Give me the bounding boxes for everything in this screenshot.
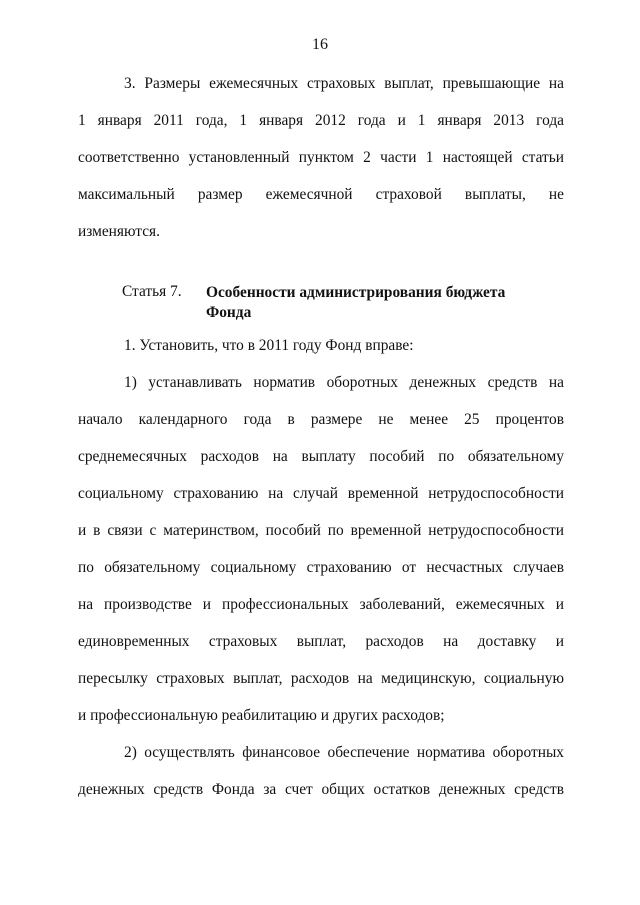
text-line: среднемесячных расходов на выплату пособий по обязательному: [78, 448, 564, 465]
article-title: Особенности администрирования бюджета Фонда: [206, 284, 506, 321]
text-line: начало календарного года в размере не менее 25 процентов: [78, 411, 564, 428]
text-line: и в связи с материнством, пособий по временной нетрудоспособности: [78, 522, 564, 539]
text-line: денежных средств Фонда за счет общих остатков денежных средств: [78, 781, 564, 798]
text-line: и профессиональную реабилитацию и других расходов;: [78, 707, 445, 724]
text-line: 1) устанавливать норматив оборотных денежных средств на: [124, 374, 564, 391]
text-line: социальному страхованию на случай временной нетрудоспособности: [78, 485, 564, 502]
text-line: 1. Установить, что в 2011 году Фонд вправе:: [124, 337, 414, 354]
text-line: на производстве и профессиональных заболеваний, ежемесячных и: [78, 596, 564, 613]
text-line: 3. Размеры ежемесячных страховых выплат, превышающие на: [124, 75, 564, 92]
text-line: 1 января 2011 года, 1 января 2012 года и 1 января 2013 года: [78, 112, 564, 129]
text-line: 2) осуществлять финансовое обеспечение норматива оборотных: [124, 744, 564, 761]
paragraph-3: [78, 72, 564, 257]
text-line: по обязательному социальному страхованию от несчастных случаев: [78, 559, 564, 576]
text-line: единовременных страховых выплат, расходов на доставку и: [78, 633, 564, 650]
text-line: соответственно установленный пунктом 2 части 1 настоящей статьи: [78, 149, 564, 166]
text-line: изменяются.: [78, 223, 160, 240]
text-line: максимальный размер ежемесячной страховой выплаты, не: [78, 186, 564, 203]
article-body: [78, 334, 564, 815]
page-number: 16: [312, 36, 328, 53]
text-line: пересылку страховых выплат, расходов на медицинскую, социальную: [78, 670, 564, 687]
article-label: Статья 7.: [122, 283, 182, 300]
